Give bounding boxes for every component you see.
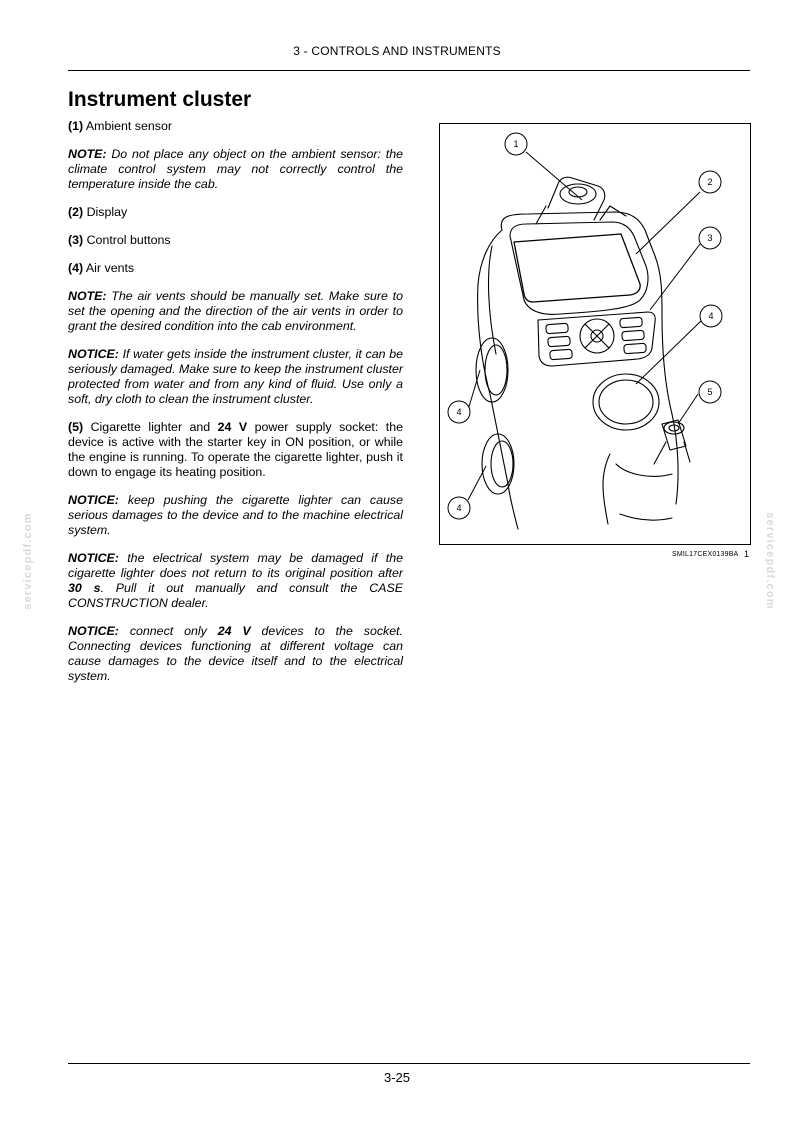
callout-4a: 4	[708, 311, 714, 321]
item-2: (2) Display	[68, 205, 128, 219]
item-1: (1) Ambient sensor	[68, 119, 173, 133]
page-title: Instrument cluster	[68, 88, 252, 111]
item-3: (3) Control buttons	[68, 233, 171, 247]
instrument-cluster-illustration	[440, 124, 752, 546]
callout-4c: 4	[456, 503, 462, 513]
footer-rule	[68, 1063, 750, 1064]
item-5: (5) Cigarette lighter and 24 V power supply socket: the device is active with the starter key in ON position, or while the engine is running. To operate the cigarette lighter, push it down to engage its heating position.	[68, 420, 403, 479]
callout-1: 1	[513, 139, 519, 149]
callout-2: 2	[707, 177, 713, 187]
running-header: 3 - CONTROLS AND INSTRUMENTS	[293, 44, 501, 58]
callout-3: 3	[707, 233, 713, 243]
notice-3: NOTICE: the electrical system may be damaged if the cigarette lighter does not return to its original position after 30 s. Pull it out manually and consult the CASE CONSTRUCTION dealer.	[68, 551, 403, 610]
notice-1: NOTICE: If water gets inside the instrument cluster, it can be seriously damaged. Make sure to keep the instrument cluster protected from water and from any kind of fluid. Use only a soft, dry cloth to clean the instrument cluster.	[68, 347, 403, 406]
callout-5: 5	[707, 387, 713, 397]
figure-number: 1	[744, 549, 750, 559]
instrument-cluster-figure	[439, 123, 751, 545]
header-rule	[68, 70, 750, 71]
note-2: NOTE: The air vents should be manually set. Make sure to set the opening and the direction of the air vents in order to grant the desired condition into the cab environment.	[68, 289, 403, 333]
notice-4: NOTICE: connect only 24 V devices to the socket. Connecting devices functioning at different voltage can cause damages to the device itself and to the electrical system.	[68, 624, 403, 683]
watermark-right: servicepdf.com	[764, 512, 776, 610]
page-number: 3-25	[383, 1070, 411, 1085]
text-column	[68, 119, 403, 697]
callout-4b: 4	[456, 407, 462, 417]
watermark-left: servicepdf.com	[22, 512, 34, 610]
note-1: NOTE: Do not place any object on the ambient sensor: the climate control system may not correctly control the temperature inside the cab.	[68, 147, 403, 191]
figure-reference: SMIL17CEX0139BA	[672, 551, 739, 558]
item-4: (4) Air vents	[68, 261, 135, 275]
notice-2: NOTICE: keep pushing the cigarette lighter can cause serious damages to the device and to the machine electrical system.	[68, 493, 403, 537]
